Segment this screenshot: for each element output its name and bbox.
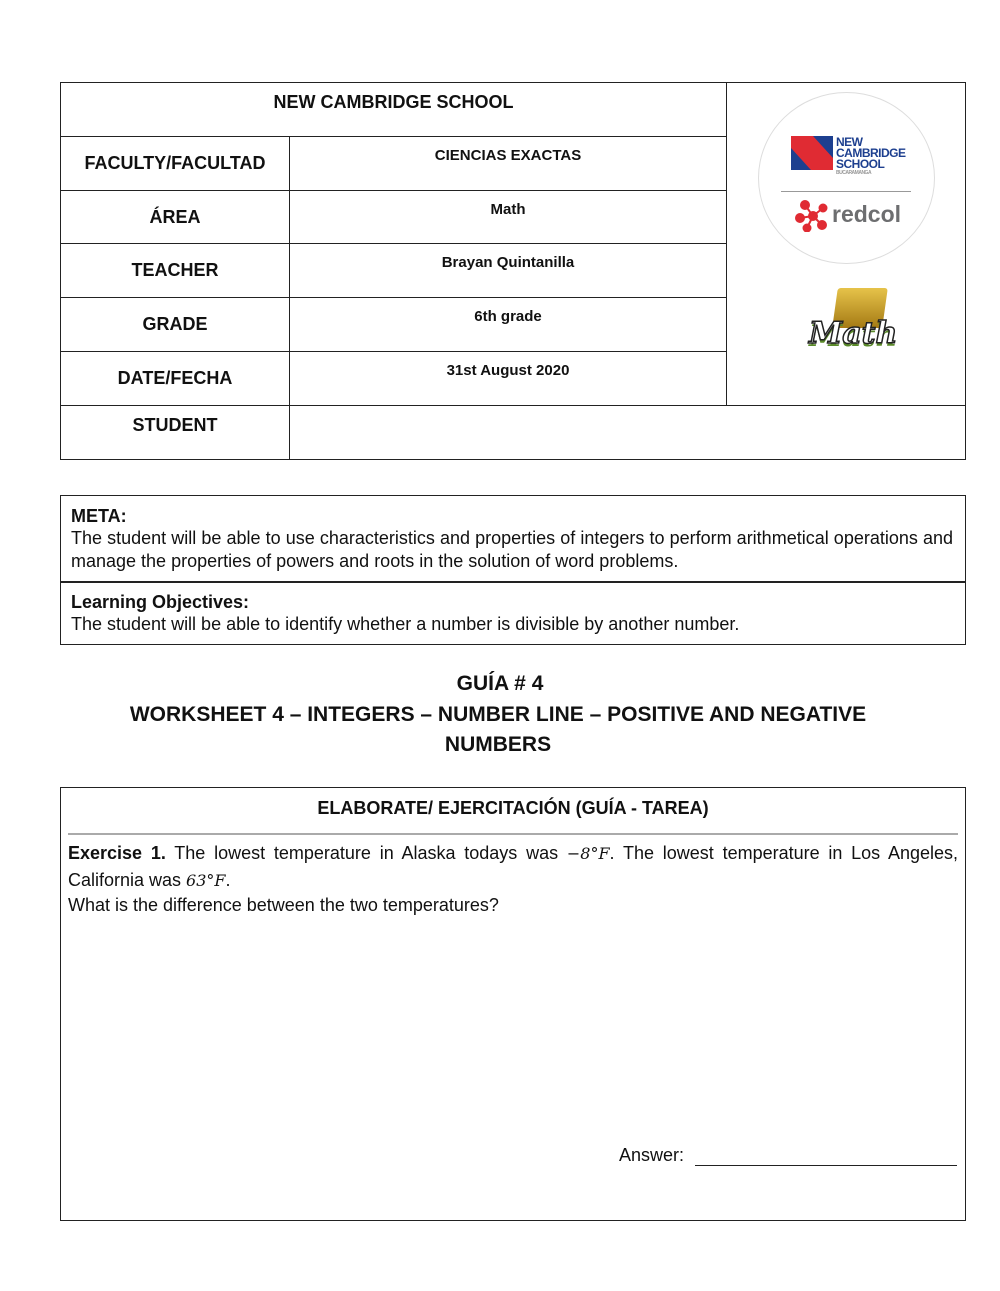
logo-area (727, 83, 965, 406)
objectives-title: Learning Objectives: (71, 592, 250, 612)
exercise-text-part3: . (225, 870, 231, 890)
answer-input[interactable] (695, 1144, 957, 1166)
header-table (60, 82, 966, 460)
meta-title: META: (71, 506, 127, 526)
meta-box (60, 495, 966, 645)
school-logo (758, 92, 935, 264)
logo-city: BUCARAMANGA (836, 170, 872, 176)
meta-section (71, 505, 953, 573)
math-badge (805, 288, 901, 358)
redcol-text: redcol (832, 201, 902, 227)
objectives-section (71, 591, 953, 636)
teacher-value: Brayan Quintanilla (290, 244, 727, 298)
school-name: NEW CAMBRIDGE SCHOOL (61, 83, 727, 137)
guide-title: GUÍA # 4 (456, 672, 544, 695)
area-label: ÁREA (61, 191, 290, 244)
section-title: ELABORATE/ EJERCITACIÓN (GUÍA - TAREA) (317, 798, 709, 818)
logo-line: SCHOOL (836, 157, 885, 171)
school-crest-icon (791, 136, 833, 170)
worksheet-title-line1: WORKSHEET 4 – INTEGERS – NUMBER LINE – POSITIVE AND NEGATIVE (129, 703, 867, 726)
alaska-temperature: −8°F (566, 844, 610, 863)
school-logo-text (836, 137, 906, 177)
logo-line: NEW (836, 135, 863, 149)
logo-line: CAMBRIDGE (836, 146, 906, 160)
exercise-box (60, 787, 966, 1221)
exercise-text-part1: The lowest temperature in Alaska todays was (165, 843, 567, 863)
student-field[interactable] (290, 406, 965, 459)
grade-value: 6th grade (290, 298, 727, 352)
grade-label: GRADE (61, 298, 290, 352)
section-divider (68, 833, 958, 835)
exercise-label: Exercise 1. (68, 843, 166, 863)
exercise-text (68, 840, 958, 894)
faculty-label: FACULTY/FACULTAD (61, 137, 290, 191)
answer-label: Answer: (619, 1145, 685, 1165)
faculty-value: CIENCIAS EXACTAS (290, 137, 727, 191)
meta-text: The student will be able to use characteristics and properties of integers to perform arithmetical operations and manage the properties of powers and roots in the solution of word problems. (71, 528, 953, 571)
meta-divider (61, 581, 965, 583)
logo-divider (781, 191, 911, 192)
area-value: Math (290, 191, 727, 244)
exercise-question: What is the difference between the two temperatures? (68, 895, 499, 915)
la-temperature: 63°F (186, 871, 226, 890)
exercise-text-part2: . The lowest temperature in Los Angeles, California was (68, 843, 959, 890)
math-badge-text: Math (809, 316, 898, 351)
teacher-label: TEACHER (61, 244, 290, 298)
worksheet-title-line2: NUMBERS (444, 733, 552, 756)
redcol-icon (795, 200, 831, 232)
student-label: STUDENT (61, 406, 290, 459)
objectives-text: The student will be able to identify whether a number is divisible by another number. (71, 614, 740, 634)
date-value: 31st August 2020 (290, 352, 727, 406)
date-label: DATE/FECHA (61, 352, 290, 406)
